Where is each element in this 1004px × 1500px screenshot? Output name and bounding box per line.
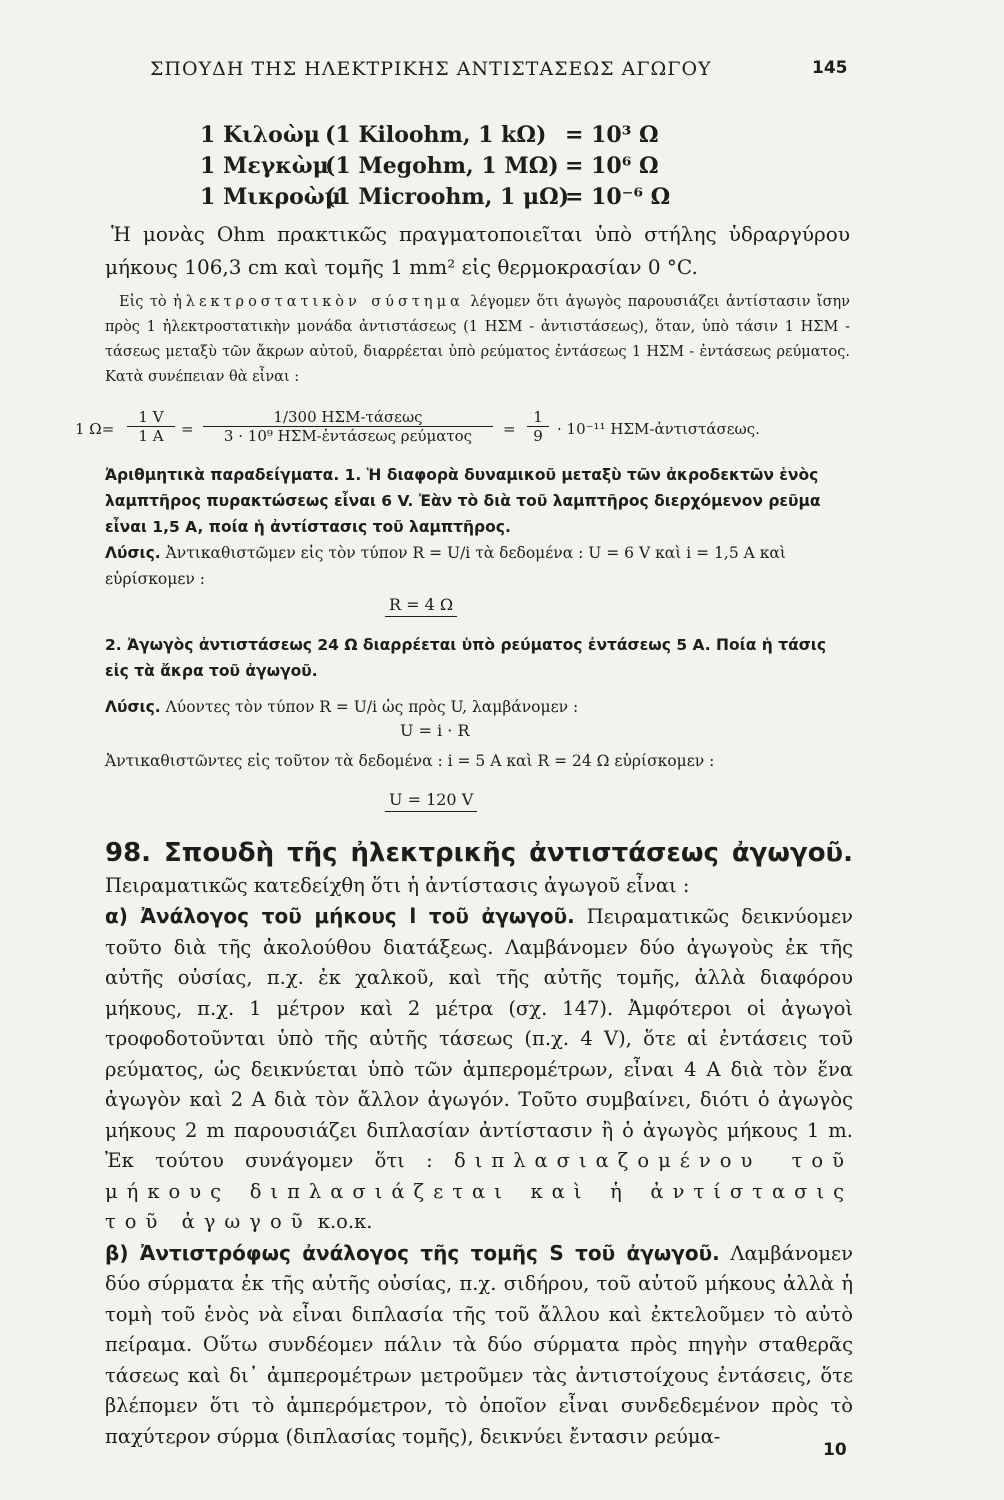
- unit-row: 1 Μεγκὼμ(1 Megohm, 1 MΩ) = 10⁶ Ω: [200, 153, 659, 179]
- voltage-formula: U = i · R: [400, 721, 470, 740]
- section-98-heading: 98. Σπουδὴ τῆς ἠλεκτρικῆς ἀντιστάσεως ἀγωγοῦ. Πειραματικῶς κατεδείχθη ὅτι ἡ ἀντίστασις ἀγωγοῦ εἶναι :: [105, 838, 853, 897]
- fraction: $\frac{1 V}{1 A}$: [127, 408, 175, 445]
- signature-number: 10: [823, 1440, 847, 1460]
- unit-row: 1 Μικροὼμ(1 Microohm, 1 μΩ)= 10⁻⁶ Ω: [200, 184, 671, 210]
- example-1-solution: Λύσις. Ἀντικαθιστῶμεν εἰς τὸν τύπον R = U/i τὰ δεδομένα : U = 6 V καὶ i = 1,5 A καὶ εὑρίσκομεν :: [105, 544, 786, 588]
- subsection-b: β) Ἀντιστρόφως ἀνάλογος τῆς τομῆς S τοῦ ἀγωγοῦ. Λαμβάνομεν δύο σύρματα ἐκ τῆς αὐτῆς οὐσίας, π.χ. σιδήρου, τοῦ αὐτοῦ μήκους ἀλλὰ ἡ τομὴ τοῦ ἑνὸς νὰ εἶναι διπλασία τῆς τοῦ ἄλλου καὶ ἐκτελοῦμεν τὸ αὐτὸ πείραμα. Οὕτω συνδέομεν πάλιν τὰ δύο σύρματα πρὸς πηγὴν σταθερᾶς τάσεως καὶ δι᾽ ἀμπερομέτρων μετροῦμεν τὰς ἀντιστοίχους ἐντάσεις, ὅτε βλέπομεν ὅτι τὸ ἀμπερόμετρον, τὸ ὁποῖον εἶναι συνδεδεμένον πρὸς τὸ παχύτερον σύρμα (διπλασίας τομῆς), δεικνύει ἔντασιν ρεύμα-: [105, 1240, 854, 1448]
- page-number: 145: [812, 58, 848, 78]
- substitution-line: Ἀντικαθιστῶντες εἰς τοῦτον τὰ δεδομένα : i = 5 A καὶ R = 24 Ω εὑρίσκομεν :: [105, 752, 715, 770]
- result-resistance: R = 4 Ω: [385, 595, 457, 617]
- example-2-solution: Λύσις. Λύοντες τὸν τύπον R = U/i ὡς πρὸς U, λαμβάνομεν :: [105, 698, 579, 716]
- running-head: ΣΠΟΥΔΗ ΤΗΣ ΗΛΕΚΤΡΙΚΗΣ ΑΝΤΙΣΤΑΣΕΩΣ ΑΓΩΓΟΥ: [150, 58, 712, 80]
- example-2: 2. Ἀγωγὸς ἀντιστάσεως 24 Ω διαρρέεται ὑπὸ ρεύματος ἐντάσεως 5 A. Ποία ἡ τάσις εἰς τὰ ἄκρα τοῦ ἀγωγοῦ. Λύσις. Λύοντες τὸν τύπον R = U/i ὡς πρὸς U, λαμβάνομεν :: [105, 632, 850, 720]
- unit-definitions: [200, 120, 670, 213]
- fraction: 1/300 ΗΣΜ-τάσεως 3 · 10⁹ ΗΣΜ-ἐντάσεως ρεύματος: [203, 408, 493, 445]
- subsection-a: α) Ἀνάλογος τοῦ μήκους l τοῦ ἀγωγοῦ. Πειραματικῶς δεικνύομεν τοῦτο διὰ τῆς ἀκολούθου διατάξεως. Λαμβάνομεν δύο ἀγωγοὺς ἐκ τῆς αὐτῆς οὐσίας, π.χ. ἐκ χαλκοῦ, καὶ τῆς αὐτῆς τομῆς, ἀλλὰ διαφόρου μήκους, π.χ. 1 μέτρον καὶ 2 μέτρα (σχ. 147). Ἀμφότεροι οἱ ἀγωγοὶ τροφοδοτοῦνται ὑπὸ τῆς αὐτῆς τάσεως (π.χ. 4 V), ὅτε αἱ ἐντάσεις τοῦ ρεύματος, ὡς δεικνύεται ὑπὸ τῶν ἀμπερομέτρων, εἶναι 4 A διὰ τὸν ἕνα ἀγωγὸν καὶ 2 A διὰ τὸν ἄλλον ἀγωγόν. Τοῦτο συμβαίνει, διότι ὁ ἀγωγὸς μήκους 2 m παρουσιάζει διπλασίαν ἀντίστασιν ἢ ὁ ἀγωγὸς μήκους 1 m. Ἐκ τούτου συνάγομεν ὅτι : διπλασιαζομένου τοῦ μήκους διπλασιάζεται καὶ ἡ ἀντίστασις τοῦ ἀγωγοῦ κ.ο.κ.: [105, 904, 854, 1233]
- ohm-realization-paragraph: Ἡ μονὰς Ohm πρακτικῶς πραγματοποιεῖται ὑπὸ στήλης ὑδραργύρου μήκους 106,3 cm καὶ τομῆς 1 mm² εἰς θερμοκρασίαν 0 °C.: [105, 222, 850, 279]
- result-voltage: U = 120 V: [385, 790, 477, 812]
- fraction: $\frac{1}{9}$: [527, 408, 549, 445]
- unit-row: 1 Κιλοὼμ (1 Kiloohm, 1 kΩ) = 10³ Ω: [200, 122, 659, 148]
- example-1: Ἀριθμητικὰ παραδείγματα. 1. Ἡ διαφορὰ δυναμικοῦ μεταξὺ τῶν ἀκροδεκτῶν ἑνὸς λαμπτῆρος πυρακτώσεως εἶναι 6 V. Ἐὰν τὸ διὰ τοῦ λαμπτῆρος διερχόμενον ρεῦμα εἶναι 1,5 A, ποία ἡ ἀντίστασις τοῦ λαμπτῆρος. Λύσις. Ἀντικαθιστῶμεν εἰς τὸν τύπον R = U/i τὰ δεδομένα : U = 6 V καὶ i = 1,5 A καὶ εὑρίσκομεν :: [105, 462, 850, 592]
- section-98: [105, 838, 853, 1452]
- electrostatic-paragraph: Εἰς τὸ ἠλεκτροστατικὸν σύστημα λέγομεν ὅτι ἀγωγὸς παρουσιάζει ἀντίστασιν ἴσην πρὸς 1 ἠλεκτροστατικὴν μονάδα ἀντιστάσεως (1 ΗΣΜ - ἀντιστάσεως), ὅταν, ὑπὸ τάσιν 1 ΗΣΜ - τάσεως μεταξὺ τῶν ἄκρων αὐτοῦ, διαρρέεται ὑπὸ ρεύματος ἐντάσεως 1 ΗΣΜ - ἐντάσεως ρεύματος. Κατὰ συνέπειαν θὰ εἶναι :: [105, 294, 850, 385]
- ohm-conversion-formula: 1 Ω= $\frac{1 V}{1 A}$ = 1/300 ΗΣΜ-τάσεως 3 · 10⁹ ΗΣΜ-ἐντάσεως ρεύματος = $\frac{1}{9}$ · 10⁻¹¹ ΗΣΜ-ἀντιστάσεως.: [75, 408, 760, 445]
